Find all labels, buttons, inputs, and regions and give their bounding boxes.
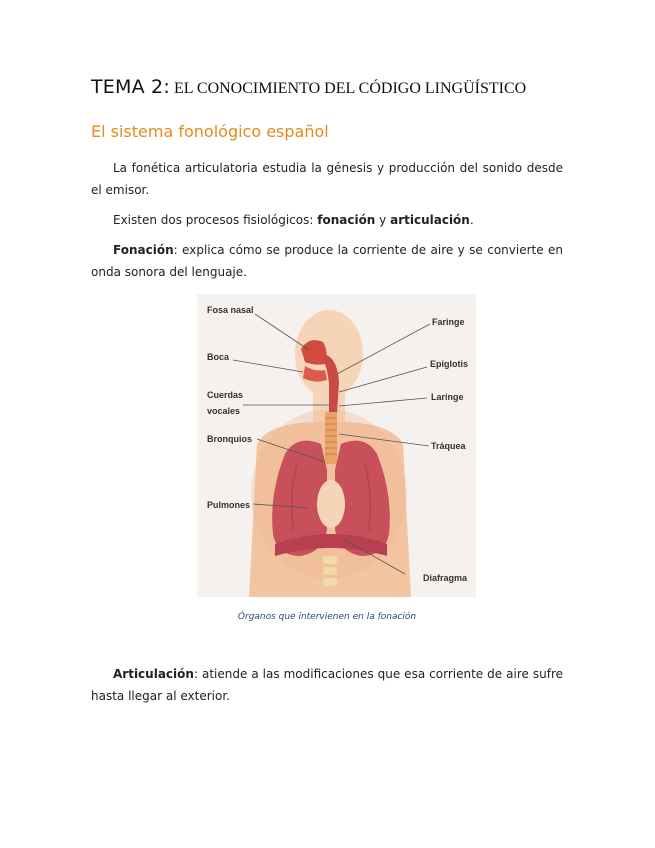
label-boca: Boca	[207, 352, 230, 362]
section-title: El sistema fonológico español	[91, 122, 329, 141]
figure-caption: Órganos que intervienen en la fonación	[237, 612, 417, 622]
processes-text: Existen dos procesos fisiológicos:	[113, 213, 318, 227]
paragraph-processes	[91, 209, 563, 231]
spine	[323, 556, 337, 586]
label-laringe: Laringe	[431, 392, 464, 402]
label-fosa-nasal: Fosa nasal	[207, 305, 254, 315]
page-title	[91, 76, 526, 98]
trachea	[325, 412, 337, 464]
fonacion-term: Fonación	[113, 243, 174, 257]
topic-title: EL CONOCIMIENTO DEL CÓDIGO LINGÜÍSTICO	[173, 80, 527, 97]
processes-period: .	[469, 213, 474, 227]
paragraph-phonetics: La fonética articulatoria estudia la génesis y producción del sonido desde el emisor.	[91, 161, 563, 197]
label-diafragma: Diafragma	[423, 573, 468, 583]
paragraph-articulacion	[91, 663, 563, 707]
processes-join: y	[375, 213, 391, 227]
label-cuerdas: Cuerdas	[207, 390, 244, 400]
paragraph-fonacion	[91, 239, 563, 283]
label-epiglotis: Epiglotis	[430, 359, 468, 369]
label-traquea: Tráquea	[431, 441, 466, 451]
term-fonacion: fonación	[317, 213, 376, 227]
fonacion-text: : explica cómo se produce la corriente de aire y se convierte en onda sonora del lenguaje.	[91, 243, 563, 279]
respiratory-diagram	[197, 294, 476, 597]
term-articulacion: articulación	[390, 213, 470, 227]
label-pulmones: Pulmones	[207, 500, 251, 510]
label-bronquios: Bronquios	[207, 434, 252, 444]
articulacion-text: : atiende a las modificaciones que esa corriente de aire sufre hasta llegar al exterior.	[91, 667, 563, 703]
label-vocales: vocales	[207, 406, 241, 416]
respiratory-system-figure	[197, 294, 476, 597]
topic-number: TEMA 2:	[91, 76, 170, 98]
articulacion-term: Articulación	[113, 667, 194, 681]
label-faringe: Faringe	[432, 317, 465, 327]
